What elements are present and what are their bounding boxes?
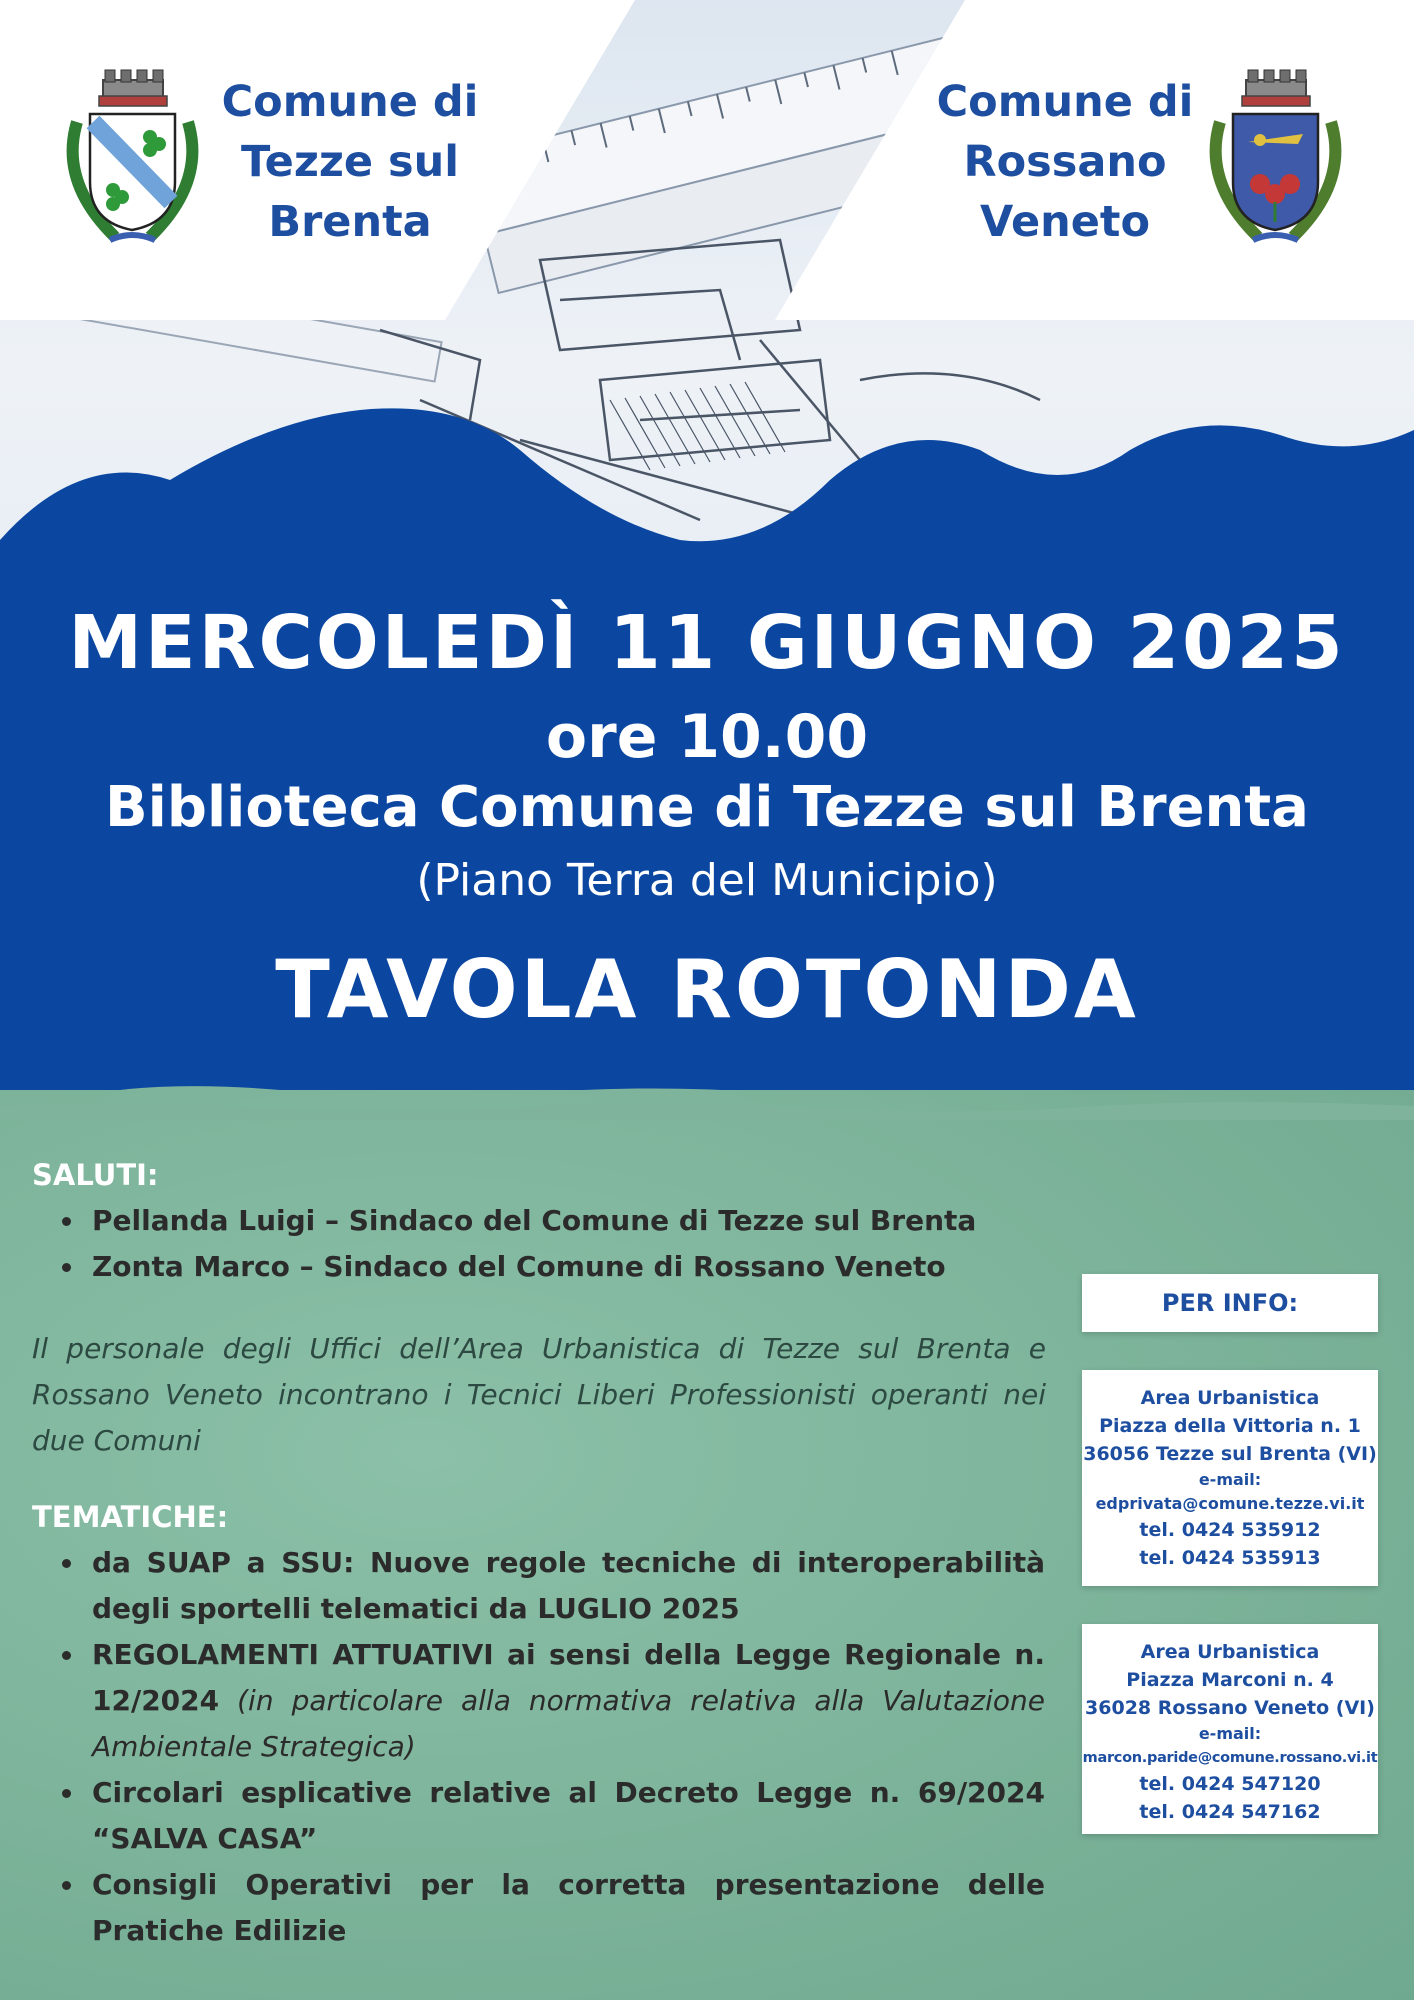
rossano-phone-2: tel. 0424 547162	[1139, 1801, 1321, 1823]
tezze-contact-box	[1082, 1370, 1378, 1586]
list-item: da SUAP a SSU: Nuove regole tecniche di interoperabilità degli sportelli telematici da LUGLIO 2025	[60, 1540, 1045, 1632]
per-info-label: PER INFO:	[1082, 1274, 1378, 1332]
list-item	[60, 1632, 1045, 1770]
event-time: ore 10.00	[545, 702, 869, 772]
list-item: Consigli Operativi per la corretta presentazione delle Pratiche Edilizie	[60, 1862, 1045, 1954]
saluti-heading: SALUTI:	[32, 1158, 159, 1192]
rossano-city: 36028 Rossano Veneto (VI)	[1085, 1697, 1375, 1719]
tezze-coat-of-arms	[55, 62, 210, 257]
tezze-comune-title: Comune di Tezze sul Brenta	[221, 77, 479, 247]
tezze-phone-1: tel. 0424 535912	[1139, 1519, 1321, 1541]
event-venue-detail: (Piano Terra del Municipio)	[416, 855, 998, 906]
tezze-phone-2: tel. 0424 535913	[1139, 1547, 1321, 1569]
tezze-email-link[interactable]: edprivata@comune.tezze.vi.it	[1095, 1494, 1365, 1513]
tezze-office: Area Urbanistica	[1140, 1387, 1320, 1409]
rossano-comune-title: Comune di Rossano Veneto	[936, 77, 1194, 247]
event-date: MERCOLEDÌ 11 GIUGNO 2025	[68, 600, 1346, 686]
event-venue: Biblioteca Comune di Tezze sul Brenta	[105, 775, 1309, 840]
rossano-phone-1: tel. 0424 547120	[1139, 1773, 1321, 1795]
tezze-email-label: e-mail:	[1198, 1470, 1262, 1489]
tematiche-heading: TEMATICHE:	[32, 1500, 229, 1534]
intro-paragraph: Il personale degli Uffici dell’Area Urbanistica di Tezze sul Brenta e Rossano Veneto incontrano i Tecnici Liberi Professionisti operanti nei due Comuni	[32, 1332, 1046, 1457]
tezze-address: Piazza della Vittoria n. 1	[1099, 1415, 1361, 1437]
tezze-city: 36056 Tezze sul Brenta (VI)	[1083, 1443, 1377, 1465]
event-title: TAVOLA ROTONDA	[275, 943, 1139, 1036]
list-item: Circolari esplicative relative al Decreto Legge n. 69/2024 “SALVA CASA”	[60, 1770, 1045, 1862]
rossano-contact-box	[1082, 1624, 1378, 1834]
list-item-bold-text: REGOLAMENTI ATTUATIVI ai sensi della Legge Regionale n. 12/2024	[92, 1638, 1045, 1717]
list-item: Pellanda Luigi – Sindaco del Comune di Tezze sul Brenta	[60, 1198, 1045, 1244]
rossano-email-label: e-mail:	[1198, 1724, 1262, 1743]
saluti-list	[60, 1198, 1045, 1290]
rossano-coat-of-arms	[1198, 62, 1353, 257]
tematiche-list	[60, 1540, 1045, 1954]
list-item-italic-note: (in particolare alla normativa relativa alla Valutazione Ambientale Strategica)	[92, 1684, 1045, 1763]
rossano-address: Piazza Marconi n. 4	[1126, 1669, 1334, 1691]
green-torn-edge	[0, 1080, 1414, 1120]
rossano-email-link[interactable]: marcon.paride@comune.rossano.vi.it	[1082, 1750, 1378, 1766]
rossano-office: Area Urbanistica	[1140, 1641, 1320, 1663]
list-item: Zonta Marco – Sindaco del Comune di Rossano Veneto	[60, 1244, 1045, 1290]
